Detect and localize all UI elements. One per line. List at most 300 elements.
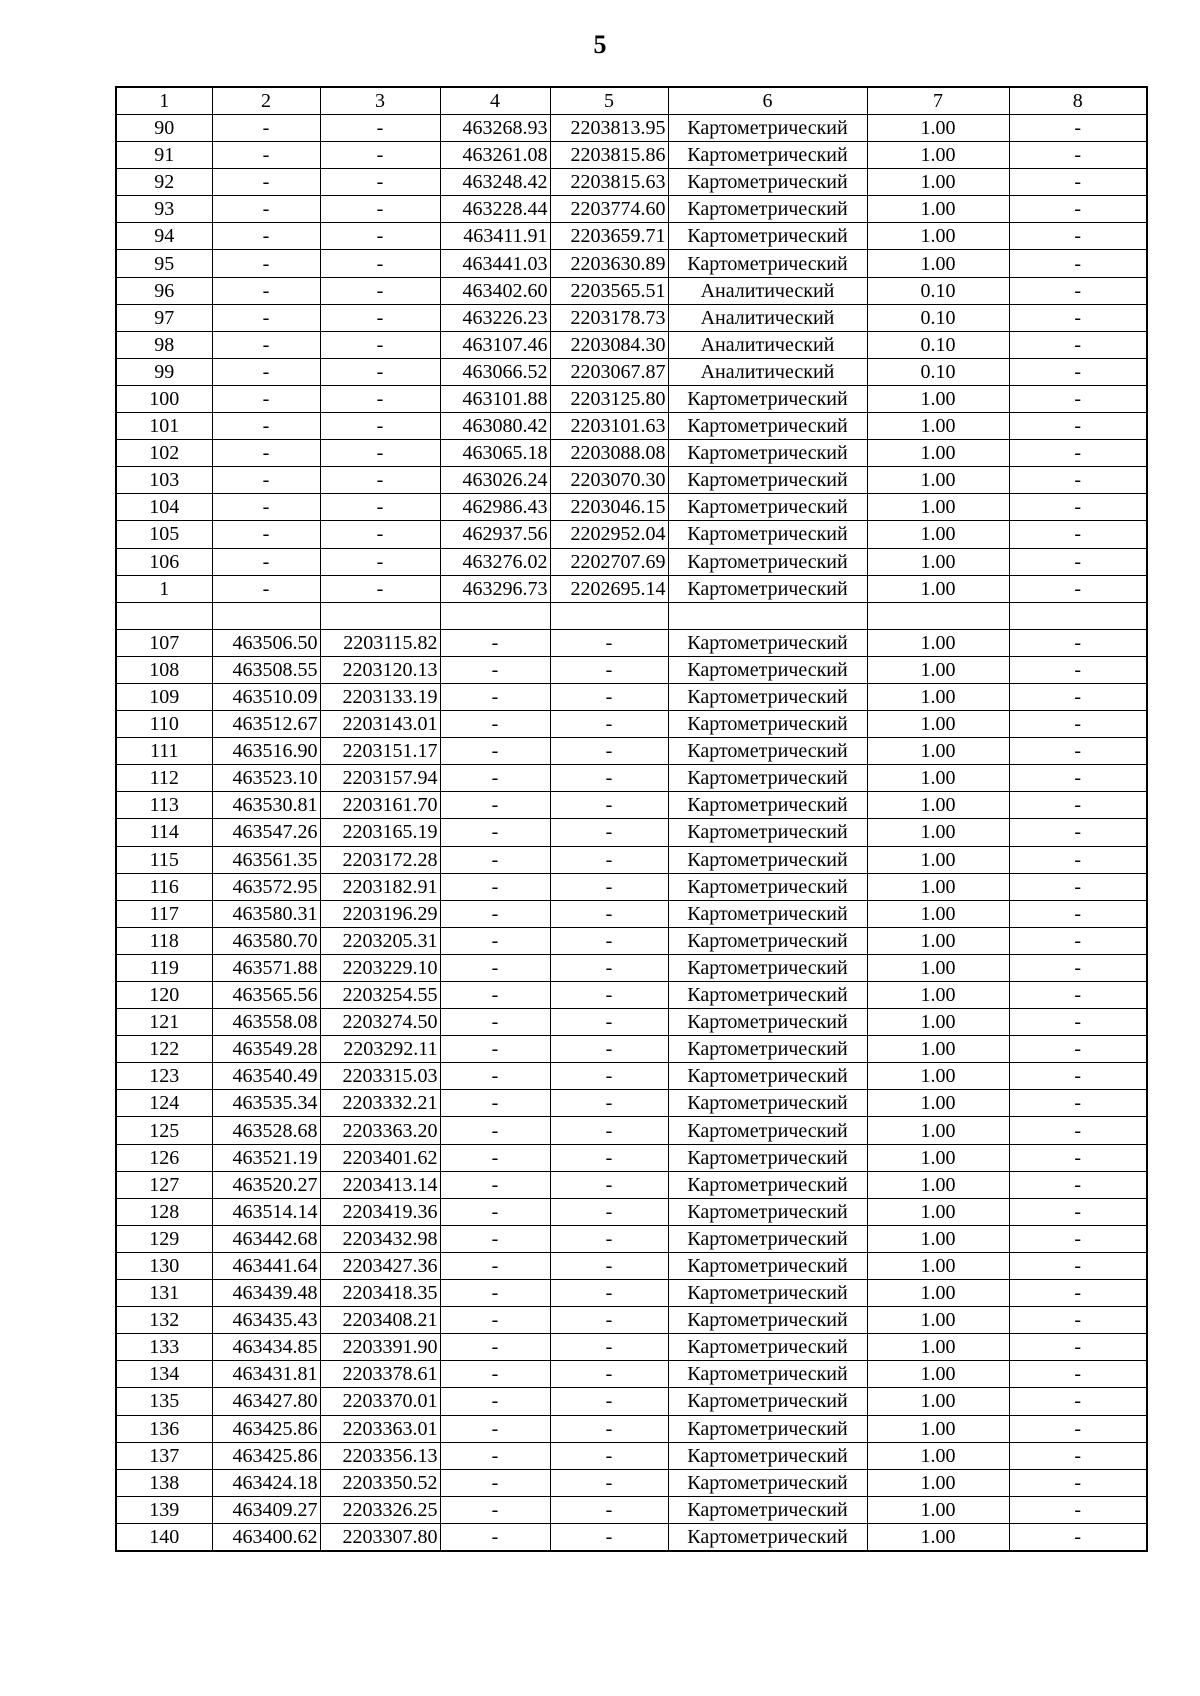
cell-x-coord-existing: 463066.52 xyxy=(440,358,550,385)
cell-x-coord-new: - xyxy=(212,494,320,521)
table-row xyxy=(116,521,1147,548)
cell-accuracy: 1.00 xyxy=(867,1442,1009,1469)
cell-y-coord-existing: 2203659.71 xyxy=(550,223,668,250)
cell-method: Картометрический xyxy=(668,1225,867,1252)
cell-accuracy: 1.00 xyxy=(867,1388,1009,1415)
table-row xyxy=(116,629,1147,656)
cell-x-coord-new: 463520.27 xyxy=(212,1171,320,1198)
cell-method: Картометрический xyxy=(668,494,867,521)
cell-col-8: - xyxy=(1009,711,1147,738)
cell-accuracy: 1.00 xyxy=(867,954,1009,981)
cell-point-number: 122 xyxy=(116,1036,212,1063)
cell-y-coord-existing: 2203046.15 xyxy=(550,494,668,521)
table-row xyxy=(116,223,1147,250)
cell-x-coord-existing: 463107.46 xyxy=(440,331,550,358)
cell-point-number: 128 xyxy=(116,1198,212,1225)
cell-x-coord-new: - xyxy=(212,385,320,412)
cell-x-coord-existing: - xyxy=(440,1009,550,1036)
cell-accuracy: 1.00 xyxy=(867,927,1009,954)
cell-x-coord-new: 463571.88 xyxy=(212,954,320,981)
cell-y-coord-new: 2203120.13 xyxy=(320,656,440,683)
cell-method: Картометрический xyxy=(668,1442,867,1469)
cell-col-8: - xyxy=(1009,683,1147,710)
cell-method: Картометрический xyxy=(668,223,867,250)
cell-accuracy: 1.00 xyxy=(867,1144,1009,1171)
cell-accuracy: 1.00 xyxy=(867,440,1009,467)
cell-y-coord-new: - xyxy=(320,548,440,575)
cell-method: Картометрический xyxy=(668,142,867,169)
cell-point-number: 92 xyxy=(116,169,212,196)
cell-point-number: 134 xyxy=(116,1361,212,1388)
cell-y-coord-new: 2203292.11 xyxy=(320,1036,440,1063)
cell-y-coord-new: 2203229.10 xyxy=(320,954,440,981)
table-row xyxy=(116,1415,1147,1442)
table-row xyxy=(116,331,1147,358)
cell-accuracy: 1.00 xyxy=(867,196,1009,223)
table-row xyxy=(116,1144,1147,1171)
cell-x-coord-existing: 463296.73 xyxy=(440,575,550,602)
cell-accuracy: 1.00 xyxy=(867,1361,1009,1388)
cell-y-coord-new: - xyxy=(320,575,440,602)
cell-x-coord-new: 463514.14 xyxy=(212,1198,320,1225)
cell-y-coord-new: - xyxy=(320,196,440,223)
cell-x-coord-existing: - xyxy=(440,954,550,981)
table-row xyxy=(116,1469,1147,1496)
table-row xyxy=(116,982,1147,1009)
cell-x-coord-new: - xyxy=(212,440,320,467)
cell-accuracy: 1.00 xyxy=(867,846,1009,873)
cell-method: Картометрический xyxy=(668,683,867,710)
cell-accuracy: 1.00 xyxy=(867,656,1009,683)
cell-x-coord-new: - xyxy=(212,358,320,385)
cell-point-number: 130 xyxy=(116,1252,212,1279)
cell-x-coord-new: 463580.70 xyxy=(212,927,320,954)
cell-y-coord-new: 2203378.61 xyxy=(320,1361,440,1388)
cell-point-number: 115 xyxy=(116,846,212,873)
cell-x-coord-existing: 463268.93 xyxy=(440,115,550,142)
cell-y-coord-new: - xyxy=(320,142,440,169)
table-row xyxy=(116,1036,1147,1063)
cell-method: Картометрический xyxy=(668,169,867,196)
cell-y-coord-existing: 2203178.73 xyxy=(550,304,668,331)
cell-method: Картометрический xyxy=(668,711,867,738)
column-header-7: 7 xyxy=(867,87,1009,115)
cell-point-number: 94 xyxy=(116,223,212,250)
table-row xyxy=(116,1225,1147,1252)
cell-y-coord-new: - xyxy=(320,467,440,494)
cell-col-8: - xyxy=(1009,575,1147,602)
cell-point-number: 109 xyxy=(116,683,212,710)
table-row xyxy=(116,1496,1147,1523)
cell-y-coord-existing: - xyxy=(550,1334,668,1361)
cell-col-8: - xyxy=(1009,1063,1147,1090)
cell-point-number: 140 xyxy=(116,1523,212,1551)
table-row xyxy=(116,1523,1147,1551)
cell-accuracy: 0.10 xyxy=(867,358,1009,385)
cell-col-8: - xyxy=(1009,1225,1147,1252)
cell-y-coord-existing: - xyxy=(550,1063,668,1090)
cell-y-coord-existing: 2203125.80 xyxy=(550,385,668,412)
cell-col-8: - xyxy=(1009,1469,1147,1496)
cell-x-coord-new: - xyxy=(212,196,320,223)
cell-y-coord-existing: - xyxy=(550,792,668,819)
cell-y-coord-new: 2203418.35 xyxy=(320,1280,440,1307)
cell-point-number: 123 xyxy=(116,1063,212,1090)
cell-method: Картометрический xyxy=(668,954,867,981)
cell-x-coord-new: 463510.09 xyxy=(212,683,320,710)
cell-x-coord-existing: - xyxy=(440,900,550,927)
column-header-1: 1 xyxy=(116,87,212,115)
cell-x-coord-new: 463528.68 xyxy=(212,1117,320,1144)
cell-point-number: 105 xyxy=(116,521,212,548)
table-row xyxy=(116,711,1147,738)
cell-accuracy: 1.00 xyxy=(867,575,1009,602)
cell-col-8: - xyxy=(1009,115,1147,142)
cell-x-coord-new: 463434.85 xyxy=(212,1334,320,1361)
cell-y-coord-new: - xyxy=(320,331,440,358)
cell-accuracy: 1.00 xyxy=(867,1415,1009,1442)
cell-point-number: 119 xyxy=(116,954,212,981)
table-row xyxy=(116,250,1147,277)
cell-y-coord-new: 2203307.80 xyxy=(320,1523,440,1551)
cell-x-coord-new: - xyxy=(212,548,320,575)
cell-x-coord-existing: 462986.43 xyxy=(440,494,550,521)
coordinates-table xyxy=(115,86,1148,1552)
cell-col-8: - xyxy=(1009,1334,1147,1361)
cell-method: Картометрический xyxy=(668,1117,867,1144)
cell-col-8: - xyxy=(1009,900,1147,927)
cell-y-coord-existing: - xyxy=(550,1523,668,1551)
cell-x-coord-existing: 463248.42 xyxy=(440,169,550,196)
cell-y-coord-existing: 2203813.95 xyxy=(550,115,668,142)
cell-x-coord-existing: - xyxy=(440,1361,550,1388)
cell-y-coord-new: 2203427.36 xyxy=(320,1252,440,1279)
table-body xyxy=(116,87,1147,1551)
cell-y-coord-existing: 2203774.60 xyxy=(550,196,668,223)
cell-point-number: 120 xyxy=(116,982,212,1009)
column-header-6: 6 xyxy=(668,87,867,115)
cell-y-coord-new: - xyxy=(320,385,440,412)
cell-x-coord-new: 463558.08 xyxy=(212,1009,320,1036)
cell-col-8: - xyxy=(1009,1442,1147,1469)
cell-x-coord-existing: - xyxy=(440,1225,550,1252)
cell-method: Картометрический xyxy=(668,819,867,846)
table-row xyxy=(116,602,1147,629)
cell-method: Картометрический xyxy=(668,440,867,467)
cell-method: Картометрический xyxy=(668,1171,867,1198)
table-row xyxy=(116,196,1147,223)
cell-y-coord-new: - xyxy=(320,413,440,440)
cell-y-coord-new: - xyxy=(320,358,440,385)
cell-method: Аналитический xyxy=(668,277,867,304)
cell-accuracy: 1.00 xyxy=(867,792,1009,819)
table-row xyxy=(116,440,1147,467)
cell-y-coord-existing: 2203565.51 xyxy=(550,277,668,304)
cell-y-coord-new: 2203115.82 xyxy=(320,629,440,656)
cell-point-number: 114 xyxy=(116,819,212,846)
cell-y-coord-existing: - xyxy=(550,1307,668,1334)
table-row xyxy=(116,819,1147,846)
cell-x-coord-existing: - xyxy=(440,1442,550,1469)
cell-col-8: - xyxy=(1009,1117,1147,1144)
cell-col-8: - xyxy=(1009,1090,1147,1117)
cell-y-coord-existing: - xyxy=(550,846,668,873)
cell-method: Картометрический xyxy=(668,1307,867,1334)
cell-x-coord-existing: 463080.42 xyxy=(440,413,550,440)
cell-y-coord-new: 2203157.94 xyxy=(320,765,440,792)
cell-y-coord-new: 2203419.36 xyxy=(320,1198,440,1225)
cell-accuracy: 1.00 xyxy=(867,765,1009,792)
table-row xyxy=(116,765,1147,792)
cell-y-coord-existing: - xyxy=(550,1442,668,1469)
cell-method xyxy=(668,602,867,629)
cell-x-coord-new: 463506.50 xyxy=(212,629,320,656)
cell-col-8: - xyxy=(1009,1171,1147,1198)
cell-point-number: 95 xyxy=(116,250,212,277)
cell-x-coord-existing: - xyxy=(440,873,550,900)
cell-x-coord-existing: - xyxy=(440,1198,550,1225)
cell-col-8: - xyxy=(1009,927,1147,954)
cell-y-coord-existing: - xyxy=(550,1171,668,1198)
cell-x-coord-new: 463530.81 xyxy=(212,792,320,819)
cell-y-coord-new: 2203161.70 xyxy=(320,792,440,819)
cell-x-coord-new: - xyxy=(212,142,320,169)
column-header-8: 8 xyxy=(1009,87,1147,115)
table-row xyxy=(116,1252,1147,1279)
cell-method: Картометрический xyxy=(668,413,867,440)
cell-x-coord-existing: 463065.18 xyxy=(440,440,550,467)
cell-method: Картометрический xyxy=(668,765,867,792)
cell-accuracy: 1.00 xyxy=(867,169,1009,196)
cell-y-coord-existing: - xyxy=(550,954,668,981)
cell-x-coord-existing: - xyxy=(440,846,550,873)
cell-col-8: - xyxy=(1009,1198,1147,1225)
cell-x-coord-existing: - xyxy=(440,1469,550,1496)
cell-col-8 xyxy=(1009,602,1147,629)
cell-x-coord-new: 463425.86 xyxy=(212,1415,320,1442)
cell-method: Картометрический xyxy=(668,548,867,575)
cell-y-coord-existing xyxy=(550,602,668,629)
cell-x-coord-existing: - xyxy=(440,711,550,738)
cell-method: Картометрический xyxy=(668,1036,867,1063)
cell-point-number: 107 xyxy=(116,629,212,656)
cell-y-coord-existing: - xyxy=(550,629,668,656)
cell-point-number: 138 xyxy=(116,1469,212,1496)
cell-y-coord-new: 2203254.55 xyxy=(320,982,440,1009)
cell-point-number: 110 xyxy=(116,711,212,738)
cell-method: Картометрический xyxy=(668,115,867,142)
cell-y-coord-existing: 2203815.86 xyxy=(550,142,668,169)
cell-x-coord-new: 463435.43 xyxy=(212,1307,320,1334)
cell-y-coord-new: 2203391.90 xyxy=(320,1334,440,1361)
cell-method: Картометрический xyxy=(668,1009,867,1036)
cell-y-coord-new: 2203274.50 xyxy=(320,1009,440,1036)
cell-accuracy: 1.00 xyxy=(867,1280,1009,1307)
cell-col-8: - xyxy=(1009,1496,1147,1523)
cell-y-coord-existing: - xyxy=(550,1252,668,1279)
cell-y-coord-existing: - xyxy=(550,1496,668,1523)
cell-y-coord-existing: - xyxy=(550,765,668,792)
table-row xyxy=(116,792,1147,819)
cell-method: Картометрический xyxy=(668,521,867,548)
cell-point-number: 117 xyxy=(116,900,212,927)
cell-col-8: - xyxy=(1009,1415,1147,1442)
cell-x-coord-new: 463580.31 xyxy=(212,900,320,927)
cell-y-coord-new: 2203363.20 xyxy=(320,1117,440,1144)
cell-method: Картометрический xyxy=(668,900,867,927)
cell-accuracy: 1.00 xyxy=(867,1252,1009,1279)
cell-x-coord-new: 463512.67 xyxy=(212,711,320,738)
cell-y-coord-existing: 2203067.87 xyxy=(550,358,668,385)
cell-point-number: 116 xyxy=(116,873,212,900)
cell-x-coord-new: - xyxy=(212,331,320,358)
cell-x-coord-existing: - xyxy=(440,1117,550,1144)
cell-accuracy: 1.00 xyxy=(867,1334,1009,1361)
cell-col-8: - xyxy=(1009,331,1147,358)
cell-y-coord-new: 2203363.01 xyxy=(320,1415,440,1442)
cell-point-number: 125 xyxy=(116,1117,212,1144)
cell-col-8: - xyxy=(1009,1523,1147,1551)
cell-accuracy: 1.00 xyxy=(867,1171,1009,1198)
cell-method: Картометрический xyxy=(668,629,867,656)
cell-method: Картометрический xyxy=(668,1144,867,1171)
cell-col-8: - xyxy=(1009,954,1147,981)
cell-y-coord-existing: - xyxy=(550,819,668,846)
cell-col-8: - xyxy=(1009,440,1147,467)
cell-y-coord-existing: - xyxy=(550,982,668,1009)
cell-x-coord-new: 463425.86 xyxy=(212,1442,320,1469)
cell-method: Аналитический xyxy=(668,304,867,331)
cell-y-coord-new: 2203205.31 xyxy=(320,927,440,954)
cell-x-coord-new: 463409.27 xyxy=(212,1496,320,1523)
cell-point-number: 103 xyxy=(116,467,212,494)
cell-y-coord-new: - xyxy=(320,521,440,548)
cell-accuracy: 1.00 xyxy=(867,900,1009,927)
cell-x-coord-new: 463424.18 xyxy=(212,1469,320,1496)
cell-method: Картометрический xyxy=(668,1388,867,1415)
cell-accuracy: 1.00 xyxy=(867,683,1009,710)
cell-y-coord-new: 2203432.98 xyxy=(320,1225,440,1252)
cell-point-number: 93 xyxy=(116,196,212,223)
cell-point-number: 97 xyxy=(116,304,212,331)
cell-x-coord-new: 463549.28 xyxy=(212,1036,320,1063)
cell-point-number: 111 xyxy=(116,738,212,765)
cell-x-coord-new: - xyxy=(212,467,320,494)
cell-y-coord-existing: 2202952.04 xyxy=(550,521,668,548)
cell-x-coord-existing: 463261.08 xyxy=(440,142,550,169)
cell-point-number: 121 xyxy=(116,1009,212,1036)
cell-x-coord-existing: - xyxy=(440,819,550,846)
cell-x-coord-new: - xyxy=(212,250,320,277)
table-row xyxy=(116,1307,1147,1334)
table-row xyxy=(116,900,1147,927)
cell-x-coord-existing: 463276.02 xyxy=(440,548,550,575)
cell-y-coord-existing: 2203070.30 xyxy=(550,467,668,494)
cell-x-coord-existing: - xyxy=(440,738,550,765)
cell-accuracy: 0.10 xyxy=(867,304,1009,331)
cell-y-coord-existing: - xyxy=(550,1117,668,1144)
table-row xyxy=(116,873,1147,900)
cell-accuracy: 1.00 xyxy=(867,385,1009,412)
cell-accuracy: 1.00 xyxy=(867,142,1009,169)
table-row xyxy=(116,738,1147,765)
table-row xyxy=(116,954,1147,981)
cell-point-number: 126 xyxy=(116,1144,212,1171)
cell-x-coord-existing: - xyxy=(440,1090,550,1117)
cell-x-coord-new: 463400.62 xyxy=(212,1523,320,1551)
cell-y-coord-new: 2203315.03 xyxy=(320,1063,440,1090)
cell-y-coord-new: 2203356.13 xyxy=(320,1442,440,1469)
cell-col-8: - xyxy=(1009,304,1147,331)
cell-y-coord-existing: - xyxy=(550,1036,668,1063)
cell-y-coord-new: 2203370.01 xyxy=(320,1388,440,1415)
cell-method: Картометрический xyxy=(668,1090,867,1117)
cell-x-coord-existing: - xyxy=(440,629,550,656)
cell-y-coord-new: 2203165.19 xyxy=(320,819,440,846)
cell-x-coord-existing: 462937.56 xyxy=(440,521,550,548)
cell-x-coord-new: 463535.34 xyxy=(212,1090,320,1117)
cell-point-number: 136 xyxy=(116,1415,212,1442)
table-row xyxy=(116,927,1147,954)
column-header-5: 5 xyxy=(550,87,668,115)
cell-y-coord-existing: - xyxy=(550,683,668,710)
cell-accuracy: 1.00 xyxy=(867,738,1009,765)
column-header-2: 2 xyxy=(212,87,320,115)
cell-point-number: 101 xyxy=(116,413,212,440)
cell-y-coord-existing: - xyxy=(550,1280,668,1307)
cell-y-coord-existing: - xyxy=(550,927,668,954)
cell-method: Картометрический xyxy=(668,1252,867,1279)
cell-x-coord-new: - xyxy=(212,521,320,548)
cell-y-coord-existing: - xyxy=(550,1415,668,1442)
cell-y-coord-existing: - xyxy=(550,1090,668,1117)
cell-point-number: 135 xyxy=(116,1388,212,1415)
cell-col-8: - xyxy=(1009,358,1147,385)
cell-method: Картометрический xyxy=(668,250,867,277)
cell-method: Картометрический xyxy=(668,1198,867,1225)
column-header-4: 4 xyxy=(440,87,550,115)
table-row xyxy=(116,1009,1147,1036)
cell-accuracy: 1.00 xyxy=(867,711,1009,738)
cell-y-coord-new: 2203350.52 xyxy=(320,1469,440,1496)
cell-x-coord-existing: - xyxy=(440,1307,550,1334)
cell-col-8: - xyxy=(1009,1144,1147,1171)
cell-point-number: 91 xyxy=(116,142,212,169)
cell-method: Картометрический xyxy=(668,1469,867,1496)
cell-accuracy: 1.00 xyxy=(867,1523,1009,1551)
cell-y-coord-new: - xyxy=(320,277,440,304)
cell-y-coord-existing: 2203088.08 xyxy=(550,440,668,467)
cell-point-number: 90 xyxy=(116,115,212,142)
cell-point-number: 127 xyxy=(116,1171,212,1198)
table-header-row xyxy=(116,87,1147,115)
cell-col-8: - xyxy=(1009,413,1147,440)
cell-method: Аналитический xyxy=(668,358,867,385)
cell-method: Картометрический xyxy=(668,1063,867,1090)
cell-accuracy: 1.00 xyxy=(867,115,1009,142)
cell-point-number xyxy=(116,602,212,629)
cell-method: Картометрический xyxy=(668,982,867,1009)
table-row xyxy=(116,1280,1147,1307)
cell-accuracy: 1.00 xyxy=(867,819,1009,846)
cell-method: Картометрический xyxy=(668,196,867,223)
cell-col-8: - xyxy=(1009,1280,1147,1307)
cell-x-coord-existing: - xyxy=(440,656,550,683)
cell-x-coord-new: - xyxy=(212,575,320,602)
cell-col-8: - xyxy=(1009,1307,1147,1334)
cell-col-8: - xyxy=(1009,629,1147,656)
table-row xyxy=(116,304,1147,331)
